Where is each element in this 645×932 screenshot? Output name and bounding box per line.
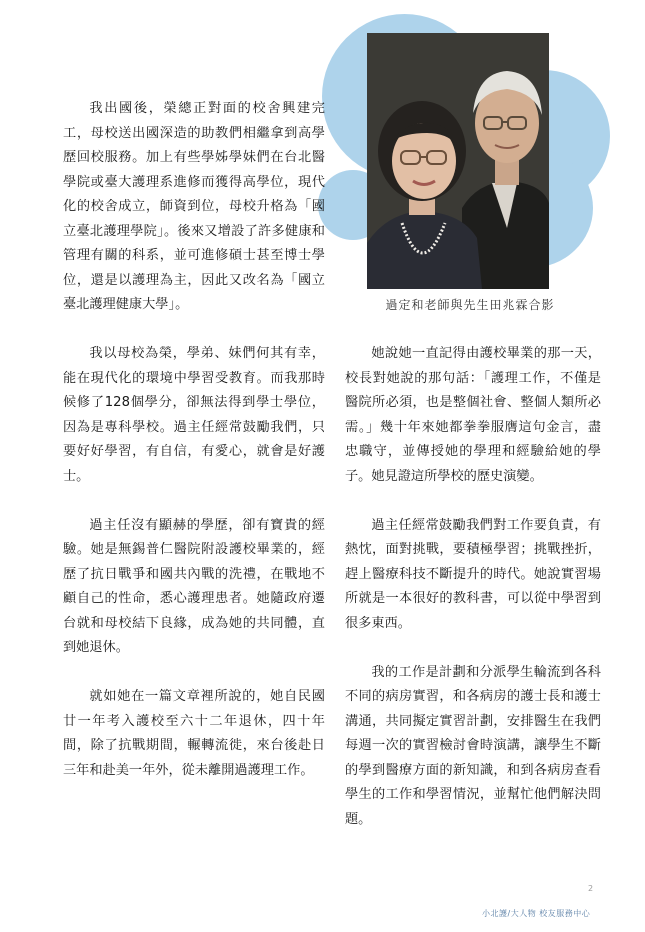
right-text-column <box>345 342 601 857</box>
paragraph: 過主任經常鼓勵我們對工作要負責，有熱忱，面對挑戰，要積極學習；挑戰挫折，趕上醫療科技不斷提升的時代。她說實習場所就是一本很好的教科書，可以從中學習到很多東西。 <box>345 517 601 631</box>
paragraph: 我的工作是計劃和分派學生輪流到各科不同的病房實習，和各病房的護士長和護士溝通，共同擬定實習計劃，安排醫生在我們每週一次的實習檢討會時演講，讓學生不斷的學到醫療方面的新知識，和到各病房查看學生的工作和學習情況，並幫忙他們解決問題。 <box>345 664 601 827</box>
paragraph: 我出國後，榮總正對面的校舍興建完工，母校送出國深造的助教們相繼拿到高學歷回校服務。加上有些學姊學妹們在台北醫學院或臺大護理系進修而獲得高學位，現代化的校舍成立，師資到位，母校升格為「國立臺北護理學院」。後來又增設了許多健康和管理有關的科系，並可進修碩士甚至博士學位，還是以護理為主，因此又改名為「國立臺北護理健康大學」。 <box>63 101 325 312</box>
page-number: 2 <box>588 884 594 893</box>
photo-caption: 過定和老師與先生田兆霖合影 <box>385 298 555 312</box>
paragraph: 她說她一直記得由護校畢業的那一天，校長對她說的那句話：「護理工作，不僅是醫院所必須，也是整個社會、整個人類所必需。」幾十年來她都拳拳服膺這句金言，盡忠職守，並傳授她的學理和經驗給她的學子。她見證這所學校的歷史演變。 <box>345 346 601 484</box>
couple-portrait-photo <box>367 33 549 289</box>
left-text-column <box>63 97 325 808</box>
paragraph: 就如她在一篇文章裡所說的，她自民國廿一年考入護校至六十二年退休，四十年間，除了抗戰期間，輾轉流徙，來台後赴日三年和赴美一年外，從未離開過護理工作。 <box>63 689 325 778</box>
paragraph: 過主任沒有顯赫的學歷，卻有寶貴的經驗。她是無錫普仁醫院附設護校畢業的，經歷了抗日戰爭和國共內戰的洗禮，在戰地不顧自己的性命，悉心護理患者。她隨政府遷台就和母校結下良緣，成為她的共同體，直到她退休。 <box>63 517 325 655</box>
paragraph: 我以母校為榮，學弟、妹們何其有幸，能在現代化的環境中學習受教育。而我那時候修了128個學分，卻無法得到學士學位，因為是專科學校。過主任經常鼓勵我們，只要好好學習，有自信，有愛心，就會是好護士。 <box>63 346 325 484</box>
page-footer: 小北護/大人物 校友服務中心 <box>482 909 591 918</box>
couple-portrait-icon <box>367 33 549 289</box>
